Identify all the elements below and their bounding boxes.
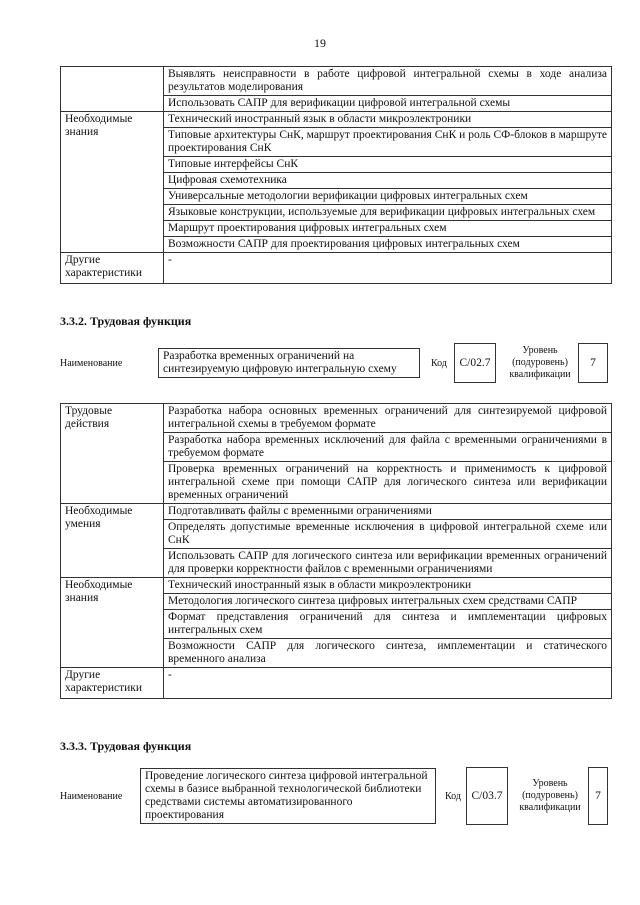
code-value: C/03.7 [466,767,508,825]
name-value: Проведение логического синтеза цифровой интегральной схемы в базисе выбранной технологической библиотеки средствами системы автоматизированного проектирования [140,768,436,824]
table-cell: Универсальные методологии верификации цифровых интегральных схем [164,189,612,205]
table-row [61,578,612,594]
row-label: Трудовые действия [61,404,164,504]
table-continuation [60,66,612,284]
row-label: Необходимые знания [61,112,164,253]
table-cell: Использовать САПР для верификации цифровой интегральной схемы [164,96,612,112]
name-label: Наименование [60,357,123,369]
table-row [61,253,612,284]
function-header [60,340,612,386]
table-cell: Использовать САПР для логического синтеза или верификации временных ограничений для проверки корректности файлов с временными ограничениями [164,549,612,578]
level-value: 7 [578,343,608,383]
table-row [61,504,612,520]
table-cell: Типовые интерфейсы СнК [164,157,612,173]
table-cell: Цифровая схемотехника [164,173,612,189]
level-value: 7 [588,767,608,825]
table-cell: - [164,668,612,699]
table-cell: Проверка временных ограничений на корректность и применимость к цифровой интегральной схеме при помощи САПР для логического синтеза или верификации временных ограничений [164,462,612,504]
table-cell: Методология логического синтеза цифровых интегральных схем средствами САПР [164,594,612,610]
table-cell: Языковые конструкции, используемые для верификации цифровых интегральных схем [164,205,612,221]
row-label [61,67,164,112]
code-label: Код [445,790,461,802]
row-label: Другие характеристики [61,668,164,699]
table-cell: Разработка набора основных временных ограничений для синтезируемой цифровой интегральной схемы в требуемом формате [164,404,612,433]
table-cell: Технический иностранный язык в области микроэлектроники [164,112,612,128]
table-cell: - [164,253,612,284]
table-row [61,112,612,128]
table-cell: Выявлять неисправности в работе цифровой интегральной схемы в ходе анализа результатов моделирования [164,67,612,96]
name-label: Наименование [60,790,123,802]
row-label: Необходимые знания [61,578,164,668]
row-label: Необходимые умения [61,504,164,578]
table-cell: Определять допустимые временные исключения в цифровой интегральной схеме или СнК [164,520,612,549]
table-cell: Формат представления ограничений для синтеза и имплементации цифровых интегральных схем [164,610,612,639]
table-cell: Маршрут проектирования цифровых интегральных схем [164,221,612,237]
table-cell: Типовые архитектуры СнК, маршрут проектирования СнК и роль СФ-блоков в маршруте проектирования СнК [164,128,612,157]
function-header [60,764,612,828]
table-row [61,404,612,433]
table-cell: Подготавливать файлы с временными ограничениями [164,504,612,520]
page-number: 19 [314,36,326,50]
table-cell: Технический иностранный язык в области микроэлектроники [164,578,612,594]
section-title: 3.3.3. Трудовая функция [60,739,192,753]
table-row [61,668,612,699]
level-label: Уровень (подуровень) квалификации [509,345,571,380]
row-label: Другие характеристики [61,253,164,284]
table-cell: Разработка набора временных исключений для файла с временными ограничениями в требуемом формате [164,433,612,462]
table-cell: Возможности САПР для проектирования цифровых интегральных схем [164,237,612,253]
code-label: Код [431,357,447,369]
table-cell: Возможности САПР для логического синтеза, имплементации и статического временного анализа [164,639,612,668]
section-title: 3.3.2. Трудовая функция [60,314,192,328]
name-value: Разработка временных ограничений на синтезируемую цифровую интегральную схему [158,348,420,378]
table-row [61,67,612,96]
level-label: Уровень (подуровень) квалификации [519,778,581,813]
code-value: C/02.7 [454,343,496,383]
table-function-332 [60,403,612,699]
